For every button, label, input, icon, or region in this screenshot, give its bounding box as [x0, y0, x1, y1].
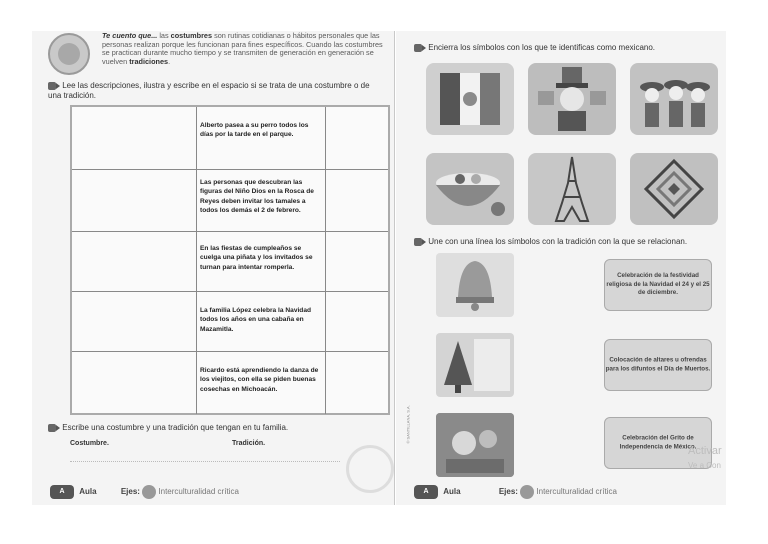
activity-bullet-icon [48, 81, 60, 91]
table-row [72, 169, 388, 232]
table-row [72, 231, 388, 292]
descriptions-table [70, 105, 390, 415]
intro-text [102, 32, 384, 66]
table-row [72, 107, 388, 169]
aula-badge: A [50, 485, 74, 499]
ejes-value: Interculturalidad crítica [158, 487, 239, 497]
symbol-uncle-sam[interactable] [528, 63, 616, 135]
activity-bullet-icon [414, 43, 426, 53]
copyright-text: © SANTILLANA, S.A. [405, 405, 411, 444]
ojo-de-dios-icon [630, 153, 718, 225]
description-cell: Las personas que descubran las figuras del Niño Dios en la Rosca de Reyes deben invitar los tamales a todos los demás el 2 de febrero. [196, 170, 326, 232]
answer-cell[interactable] [326, 352, 388, 414]
right-footer [414, 485, 617, 499]
intro-body: son rutinas cotidianas o hábitos personales que las personas realizan porque les funcionan para fines específicos. Cuando las costumbres se practican durante mucho tiempo y se transmiten de generación en generación se vuelven [102, 31, 383, 66]
windows-watermark-line2: Ve a Con [688, 461, 721, 470]
match-picture-bell[interactable] [436, 253, 514, 317]
activity4-instruction [414, 237, 714, 247]
aula-label: Aula [79, 487, 97, 497]
tradition-independencia[interactable]: Celebración del Grito de Independencia de México. [604, 417, 712, 469]
activity3-instruction [414, 43, 714, 53]
match-picture-tree[interactable] [436, 333, 514, 397]
description-cell: Ricardo está aprendiendo la danza de los viejitos, con ella se piden buenas cosechas en Michoacán. [196, 352, 326, 414]
intro-lead: las [159, 31, 169, 40]
activity2-instruction [48, 423, 384, 433]
illustration-cell[interactable] [72, 232, 197, 292]
answer-cell[interactable] [326, 292, 388, 352]
uncle-sam-icon [528, 63, 616, 135]
illustration-cell[interactable] [72, 352, 197, 414]
illustration-cell[interactable] [72, 170, 197, 232]
left-footer [50, 485, 239, 499]
ejes-label: Ejes: [498, 487, 518, 497]
answer-cell[interactable] [326, 107, 388, 169]
eiffel-tower-icon [528, 153, 616, 225]
ejes-icon [142, 485, 156, 499]
intro-bold-costumbres: costumbres [170, 31, 213, 40]
ejes-icon [520, 485, 534, 499]
mariachis-icon [630, 63, 718, 135]
intro-end: . [168, 56, 171, 66]
windows-watermark-line1: Activar [688, 445, 722, 457]
symbol-flag[interactable] [426, 63, 514, 135]
symbol-eiffel[interactable] [528, 153, 616, 225]
symbol-ojo-de-dios[interactable] [630, 153, 718, 225]
activity-bullet-icon [48, 423, 60, 433]
right-page [396, 31, 726, 505]
activity1-instruction [48, 81, 384, 101]
illustration-cell[interactable] [72, 292, 197, 352]
table-row [72, 351, 388, 414]
tradition-dia-de-muertos[interactable]: Colocación de altares u ofrendas para los difuntos el Día de Muertos. [604, 339, 712, 391]
answer-cell[interactable] [326, 170, 388, 232]
writing-line[interactable] [70, 461, 340, 462]
costumbre-label: Costumbre. [70, 440, 109, 447]
activity-bullet-icon [414, 237, 426, 247]
mexican-flag-icon [426, 63, 514, 135]
aula-label: Aula [443, 487, 461, 497]
answer-cell[interactable] [326, 232, 388, 292]
decorative-circle [346, 445, 394, 493]
intro-title: Te cuento que... [102, 31, 158, 40]
description-cell: Alberto pasea a su perro todos los días por la tarde en el parque. [196, 107, 326, 169]
match-picture-altar[interactable] [436, 413, 514, 477]
tradition-navidad[interactable]: Celebración de la festividad religiosa de la Navidad el 24 y el 25 de diciembre. [604, 259, 712, 311]
description-cell: En las fiestas de cumpleaños se cuelga una piñata y los invitados se turnan para intentar romperla. [196, 232, 326, 292]
activity3-text: Encierra los símbolos con los que te identificas como mexicano. [428, 43, 656, 53]
ejes-value: Interculturalidad crítica [536, 487, 617, 497]
left-page [32, 31, 395, 505]
aula-badge: A [414, 485, 438, 499]
table-row [72, 291, 388, 352]
activity2-text: Escribe una costumbre y una tradición que tengan en tu familia. [62, 423, 289, 433]
tradicion-label: Tradición. [232, 440, 266, 447]
intro-bold-tradiciones: tradiciones [129, 56, 169, 66]
illustration-cell[interactable] [72, 107, 197, 169]
symbol-pozole[interactable] [426, 153, 514, 225]
pozole-bowl-icon [426, 153, 514, 225]
christmas-tree-icon [436, 333, 514, 397]
altar-ofrenda-icon [436, 413, 514, 477]
symbol-mariachis[interactable] [630, 63, 718, 135]
crest-icon [48, 33, 90, 75]
ejes-label: Ejes: [120, 487, 140, 497]
description-cell: La familia López celebra la Navidad todos los años en una cabaña en Mazamitla. [196, 292, 326, 352]
christmas-bell-icon [436, 253, 514, 317]
activity4-text: Une con una línea los símbolos con la tradición con la que se relacionan. [428, 237, 688, 247]
activity1-text: Lee las descripciones, ilustra y escribe en el espacio si se trata de una costumbre o de una tradición. [48, 81, 370, 100]
